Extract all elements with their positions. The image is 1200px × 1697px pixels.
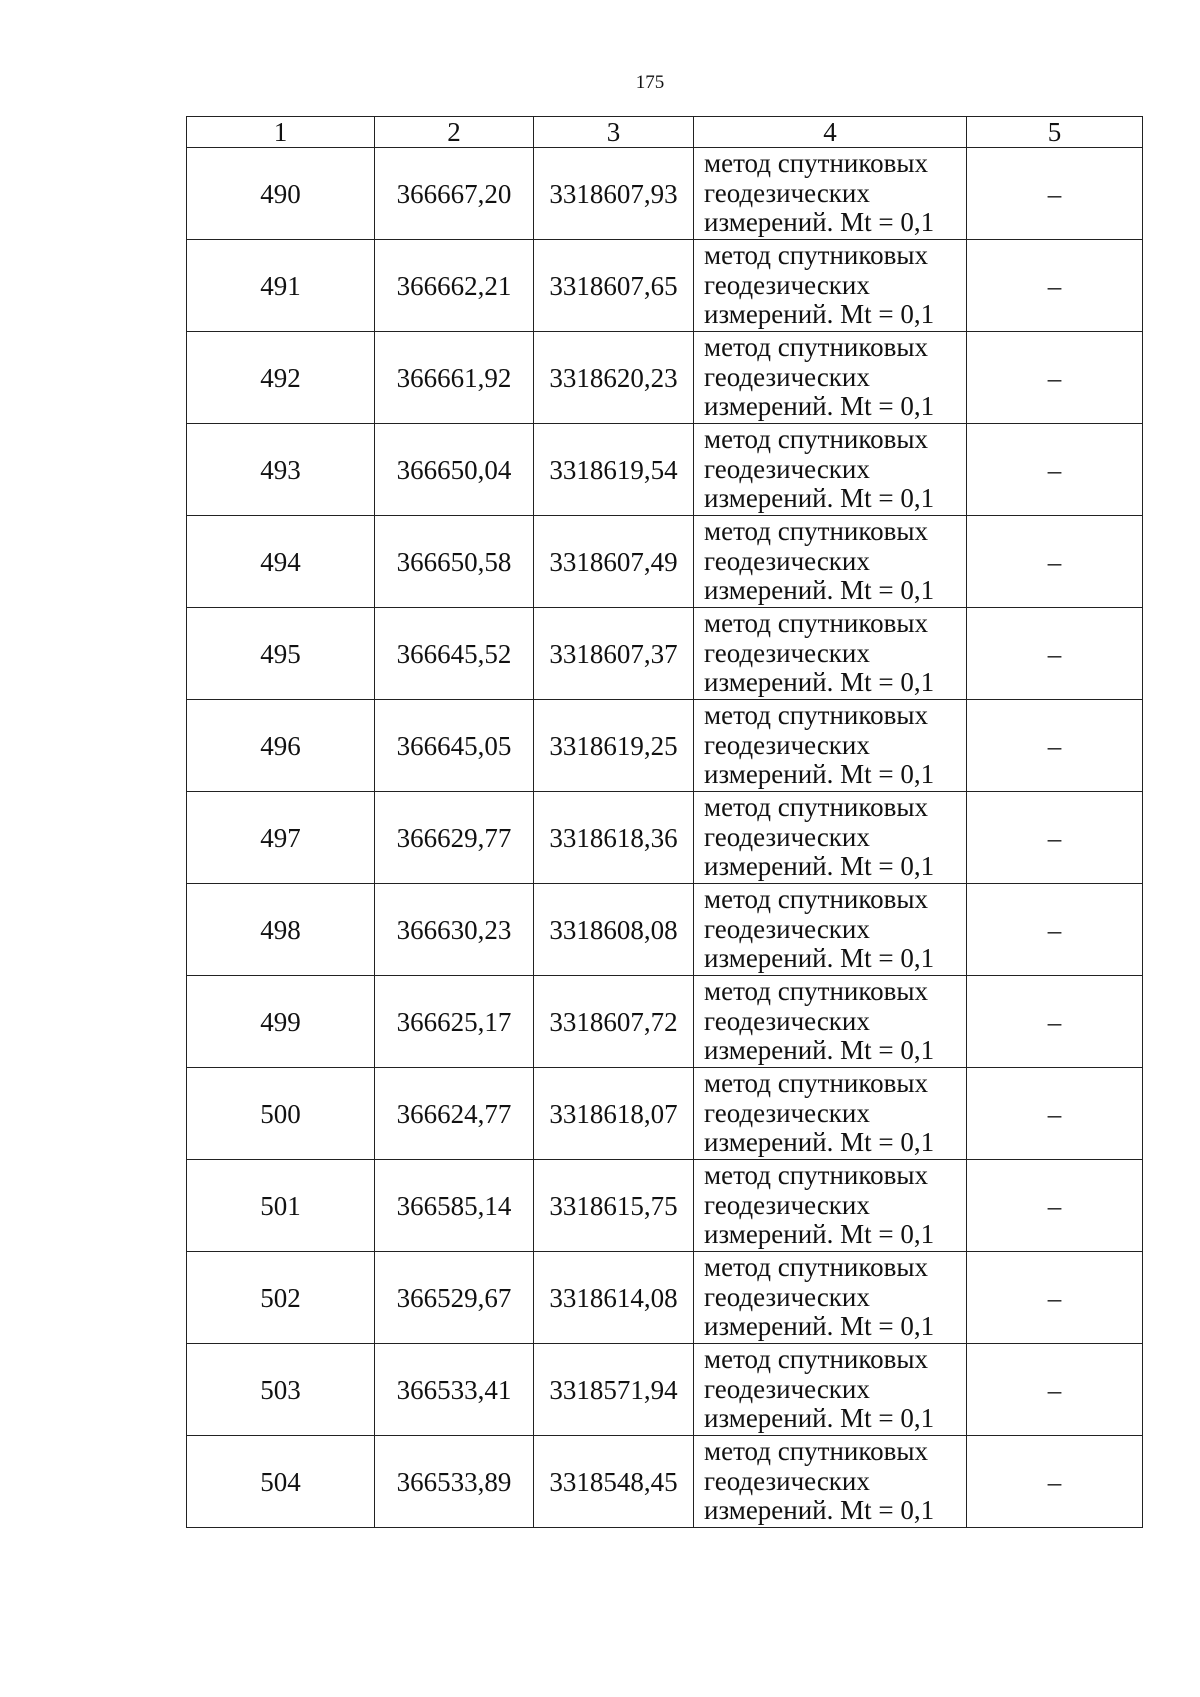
method-line: измерений. Mt = 0,1 bbox=[704, 1127, 935, 1158]
method-line: измерений. Mt = 0,1 bbox=[704, 1219, 935, 1250]
header-row bbox=[187, 117, 1143, 148]
method-line: метод спутниковых bbox=[704, 240, 928, 271]
method-cell bbox=[694, 1068, 967, 1160]
x-coordinate-cell: 366645,52 bbox=[375, 608, 534, 700]
method-line: измерений. Mt = 0,1 bbox=[704, 759, 935, 790]
note-cell: – bbox=[967, 700, 1143, 792]
y-coordinate-cell: 3318608,08 bbox=[534, 884, 694, 976]
method-line: геодезических bbox=[704, 177, 870, 208]
column-header-2: 2 bbox=[375, 117, 534, 148]
x-coordinate-cell: 366645,05 bbox=[375, 700, 534, 792]
method-line: измерений. Mt = 0,1 bbox=[704, 207, 935, 238]
method-line: измерений. Mt = 0,1 bbox=[704, 851, 935, 882]
method-line: измерений. Mt = 0,1 bbox=[704, 943, 935, 974]
point-number-cell: 503 bbox=[187, 1344, 375, 1436]
method-cell bbox=[694, 1252, 967, 1344]
x-coordinate-cell: 366585,14 bbox=[375, 1160, 534, 1252]
table-row bbox=[187, 792, 1143, 884]
note-cell: – bbox=[967, 424, 1143, 516]
note-cell: – bbox=[967, 1436, 1143, 1528]
method-cell bbox=[694, 608, 967, 700]
method-cell bbox=[694, 700, 967, 792]
method-cell bbox=[694, 148, 967, 240]
point-number-cell: 494 bbox=[187, 516, 375, 608]
method-line: измерений. Mt = 0,1 bbox=[704, 391, 935, 422]
x-coordinate-cell: 366667,20 bbox=[375, 148, 534, 240]
table-row bbox=[187, 884, 1143, 976]
method-line: измерений. Mt = 0,1 bbox=[704, 483, 935, 514]
column-header-5: 5 bbox=[967, 117, 1143, 148]
method-cell bbox=[694, 792, 967, 884]
x-coordinate-cell: 366630,23 bbox=[375, 884, 534, 976]
method-cell bbox=[694, 240, 967, 332]
y-coordinate-cell: 3318618,07 bbox=[534, 1068, 694, 1160]
x-coordinate-cell: 366650,58 bbox=[375, 516, 534, 608]
table-row bbox=[187, 424, 1143, 516]
x-coordinate-cell: 366662,21 bbox=[375, 240, 534, 332]
table-row bbox=[187, 700, 1143, 792]
y-coordinate-cell: 3318607,37 bbox=[534, 608, 694, 700]
table-body bbox=[187, 148, 1143, 1528]
note-cell: – bbox=[967, 516, 1143, 608]
method-line: измерений. Mt = 0,1 bbox=[704, 1403, 935, 1434]
y-coordinate-cell: 3318607,49 bbox=[534, 516, 694, 608]
point-number-cell: 499 bbox=[187, 976, 375, 1068]
method-line: измерений. Mt = 0,1 bbox=[704, 1495, 935, 1526]
table-row bbox=[187, 1252, 1143, 1344]
table-row bbox=[187, 1068, 1143, 1160]
method-line: измерений. Mt = 0,1 bbox=[704, 1311, 935, 1342]
table-row bbox=[187, 1160, 1143, 1252]
method-cell bbox=[694, 332, 967, 424]
table-row bbox=[187, 1344, 1143, 1436]
table-row bbox=[187, 148, 1143, 240]
y-coordinate-cell: 3318620,23 bbox=[534, 332, 694, 424]
y-coordinate-cell: 3318619,54 bbox=[534, 424, 694, 516]
point-number-cell: 504 bbox=[187, 1436, 375, 1528]
method-line: измерений. Mt = 0,1 bbox=[704, 299, 935, 330]
point-number-cell: 495 bbox=[187, 608, 375, 700]
method-line: геодезических bbox=[704, 1097, 870, 1128]
x-coordinate-cell: 366650,04 bbox=[375, 424, 534, 516]
method-line: метод спутниковых bbox=[704, 608, 928, 639]
note-cell: – bbox=[967, 1160, 1143, 1252]
note-cell: – bbox=[967, 608, 1143, 700]
method-line: геодезических bbox=[704, 913, 870, 944]
point-number-cell: 500 bbox=[187, 1068, 375, 1160]
method-line: измерений. Mt = 0,1 bbox=[704, 667, 935, 698]
method-line: метод спутниковых bbox=[704, 1344, 928, 1375]
table-row bbox=[187, 516, 1143, 608]
x-coordinate-cell: 366661,92 bbox=[375, 332, 534, 424]
method-line: метод спутниковых bbox=[704, 976, 928, 1007]
point-number-cell: 502 bbox=[187, 1252, 375, 1344]
method-line: метод спутниковых bbox=[704, 1068, 928, 1099]
x-coordinate-cell: 366533,41 bbox=[375, 1344, 534, 1436]
method-line: метод спутниковых bbox=[704, 792, 928, 823]
method-line: метод спутниковых bbox=[704, 700, 928, 731]
table-row bbox=[187, 240, 1143, 332]
note-cell: – bbox=[967, 1344, 1143, 1436]
method-line: метод спутниковых bbox=[704, 1160, 928, 1191]
method-line: геодезических bbox=[704, 361, 870, 392]
method-line: геодезических bbox=[704, 545, 870, 576]
note-cell: – bbox=[967, 1252, 1143, 1344]
table-row bbox=[187, 608, 1143, 700]
method-line: геодезических bbox=[704, 821, 870, 852]
x-coordinate-cell: 366629,77 bbox=[375, 792, 534, 884]
point-number-cell: 496 bbox=[187, 700, 375, 792]
note-cell: – bbox=[967, 976, 1143, 1068]
table-row bbox=[187, 1436, 1143, 1528]
x-coordinate-cell: 366624,77 bbox=[375, 1068, 534, 1160]
point-number-cell: 498 bbox=[187, 884, 375, 976]
page-number: 175 bbox=[635, 72, 665, 93]
column-header-3: 3 bbox=[534, 117, 694, 148]
method-line: геодезических bbox=[704, 1465, 870, 1496]
point-number-cell: 501 bbox=[187, 1160, 375, 1252]
x-coordinate-cell: 366529,67 bbox=[375, 1252, 534, 1344]
method-cell bbox=[694, 1344, 967, 1436]
method-line: геодезических bbox=[704, 637, 870, 668]
method-cell bbox=[694, 976, 967, 1068]
note-cell: – bbox=[967, 1068, 1143, 1160]
point-number-cell: 497 bbox=[187, 792, 375, 884]
method-line: измерений. Mt = 0,1 bbox=[704, 1035, 935, 1066]
method-line: метод спутниковых bbox=[704, 516, 928, 547]
note-cell: – bbox=[967, 332, 1143, 424]
method-line: метод спутниковых bbox=[704, 1436, 928, 1467]
point-number-cell: 493 bbox=[187, 424, 375, 516]
y-coordinate-cell: 3318607,72 bbox=[534, 976, 694, 1068]
note-cell: – bbox=[967, 884, 1143, 976]
y-coordinate-cell: 3318548,45 bbox=[534, 1436, 694, 1528]
method-cell bbox=[694, 424, 967, 516]
note-cell: – bbox=[967, 148, 1143, 240]
x-coordinate-cell: 366625,17 bbox=[375, 976, 534, 1068]
y-coordinate-cell: 3318619,25 bbox=[534, 700, 694, 792]
column-header-4: 4 bbox=[694, 117, 967, 148]
method-cell bbox=[694, 516, 967, 608]
method-line: геодезических bbox=[704, 453, 870, 484]
method-line: измерений. Mt = 0,1 bbox=[704, 575, 935, 606]
method-line: метод спутниковых bbox=[704, 148, 928, 179]
y-coordinate-cell: 3318614,08 bbox=[534, 1252, 694, 1344]
point-number-cell: 490 bbox=[187, 148, 375, 240]
method-line: геодезических bbox=[704, 1189, 870, 1220]
coordinates-table bbox=[186, 116, 1143, 1528]
method-line: геодезических bbox=[704, 729, 870, 760]
point-number-cell: 492 bbox=[187, 332, 375, 424]
method-line: геодезических bbox=[704, 269, 870, 300]
note-cell: – bbox=[967, 792, 1143, 884]
method-line: геодезических bbox=[704, 1005, 870, 1036]
y-coordinate-cell: 3318618,36 bbox=[534, 792, 694, 884]
method-line: метод спутниковых bbox=[704, 332, 928, 363]
y-coordinate-cell: 3318607,93 bbox=[534, 148, 694, 240]
method-line: метод спутниковых bbox=[704, 884, 928, 915]
method-line: геодезических bbox=[704, 1281, 870, 1312]
method-cell bbox=[694, 1160, 967, 1252]
method-line: метод спутниковых bbox=[704, 1252, 928, 1283]
method-cell bbox=[694, 1436, 967, 1528]
y-coordinate-cell: 3318571,94 bbox=[534, 1344, 694, 1436]
note-cell: – bbox=[967, 240, 1143, 332]
point-number-cell: 491 bbox=[187, 240, 375, 332]
method-line: геодезических bbox=[704, 1373, 870, 1404]
method-line: метод спутниковых bbox=[704, 424, 928, 455]
table-header bbox=[187, 117, 1143, 148]
y-coordinate-cell: 3318607,65 bbox=[534, 240, 694, 332]
method-cell bbox=[694, 884, 967, 976]
x-coordinate-cell: 366533,89 bbox=[375, 1436, 534, 1528]
table-row bbox=[187, 976, 1143, 1068]
column-header-1: 1 bbox=[187, 117, 375, 148]
table-row bbox=[187, 332, 1143, 424]
y-coordinate-cell: 3318615,75 bbox=[534, 1160, 694, 1252]
